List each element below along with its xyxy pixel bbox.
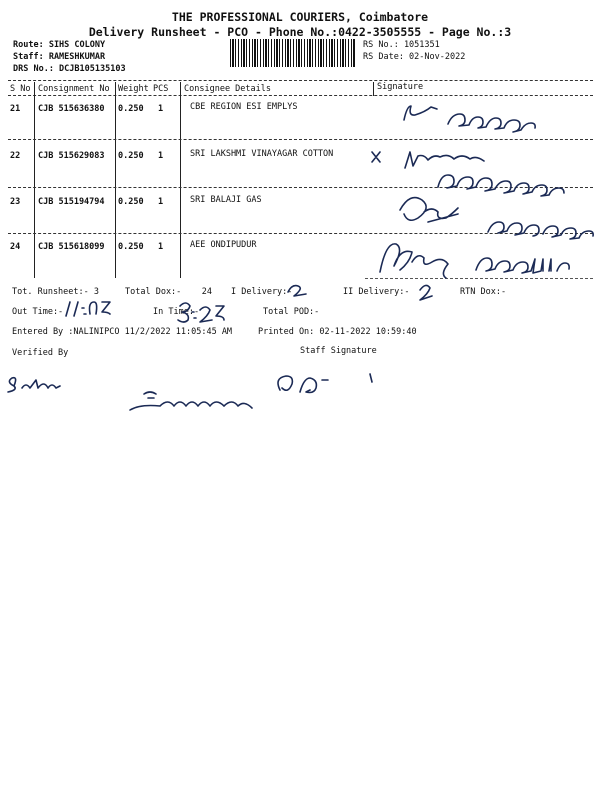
col-header-consignee: Consignee Details	[184, 84, 271, 94]
table-row-consignee: SRI BALAJI GAS	[190, 195, 262, 205]
col-header-consignment: Consignment No	[38, 84, 110, 94]
total-dox: Total Dox:- 24	[125, 287, 212, 297]
col-header-pcs: PCS	[153, 84, 169, 94]
table-row-consignment: CJB 515618099	[38, 242, 105, 252]
drs-number: DRS No.: DCJB105135103	[13, 64, 126, 74]
table-row-weight: 0.250	[118, 104, 144, 114]
tot-runsheet: Tot. Runsheet:- 3	[12, 287, 99, 297]
table-row-consignment: CJB 515629083	[38, 151, 105, 161]
handwritten-out-time	[66, 302, 110, 316]
table-row-pcs: 1	[158, 104, 164, 114]
table-row-sno: 23	[10, 197, 21, 207]
i-delivery-label: I Delivery:-	[231, 287, 293, 297]
signature-mark	[380, 244, 448, 278]
staff-label: Staff: RAMESHKUMAR	[13, 52, 106, 62]
col-header-sno: S No	[10, 84, 31, 94]
handwritten-phone-number	[488, 222, 593, 239]
company-title: THE PROFESSIONAL COURIERS, Coimbatore	[171, 10, 429, 24]
signature-mark	[400, 198, 458, 222]
staff-signature-label: Staff Signature	[300, 346, 377, 356]
signature-mark	[404, 106, 437, 120]
table-row-pcs: 1	[158, 197, 164, 207]
printed-on: Printed On: 02-11-2022 10:59:40	[258, 327, 417, 337]
table-row-weight: 0.250	[118, 151, 144, 161]
handwritten-phone-number	[438, 175, 564, 196]
table-row-sno: 22	[10, 151, 21, 161]
entered-by: Entered By :NALINIPCO 11/2/2022 11:05:45 AM	[12, 327, 233, 337]
in-time-label: In Time:-	[153, 307, 200, 317]
total-pod: Total POD:-	[263, 307, 320, 317]
table-row-consignee: SRI LAKSHMI VINAYAGAR COTTON	[190, 149, 334, 159]
ii-delivery-label: II Delivery:-	[343, 287, 410, 297]
table-row-consignment: CJB 515636380	[38, 104, 105, 114]
rs-number: RS No.: 1051351	[363, 40, 440, 50]
table-row-consignee: AEE ONDIPUDUR	[190, 240, 257, 250]
rs-date: RS Date: 02-Nov-2022	[363, 52, 466, 62]
runsheet-subtitle: Delivery Runsheet - PCO - Phone No.:0422-3505555 - Page No.:3	[88, 25, 512, 39]
out-time-label: Out Time:-	[12, 307, 64, 317]
col-header-signature: Signature	[377, 82, 424, 92]
table-row-sno: 24	[10, 242, 21, 252]
handwritten-phone-number	[476, 258, 569, 273]
handwritten-i-delivery-count	[288, 286, 306, 296]
table-row-weight: 0.250	[118, 242, 144, 252]
handwritten-in-time	[178, 303, 224, 322]
table-row-consignment: CJB 515194794	[38, 197, 105, 207]
table-row-sno: 21	[10, 104, 21, 114]
table-row-pcs: 1	[158, 151, 164, 161]
verified-by-label: Verified By	[12, 348, 69, 358]
signature-mark	[372, 152, 484, 168]
handwritten-name	[130, 392, 252, 410]
table-row-weight: 0.250	[118, 197, 144, 207]
handwritten-phone-number	[448, 114, 535, 132]
handwritten-ii-delivery-count	[420, 285, 432, 300]
rtn-dox: RTN Dox:-	[460, 287, 507, 297]
col-header-weight: Weight	[118, 84, 149, 94]
staff-signature	[278, 374, 372, 393]
table-row-pcs: 1	[158, 242, 164, 252]
route-label: Route: SIHS COLONY	[13, 40, 106, 50]
verifier-signature	[8, 378, 60, 392]
table-row-consignee: CBE REGION ESI EMPLYS	[190, 102, 298, 112]
